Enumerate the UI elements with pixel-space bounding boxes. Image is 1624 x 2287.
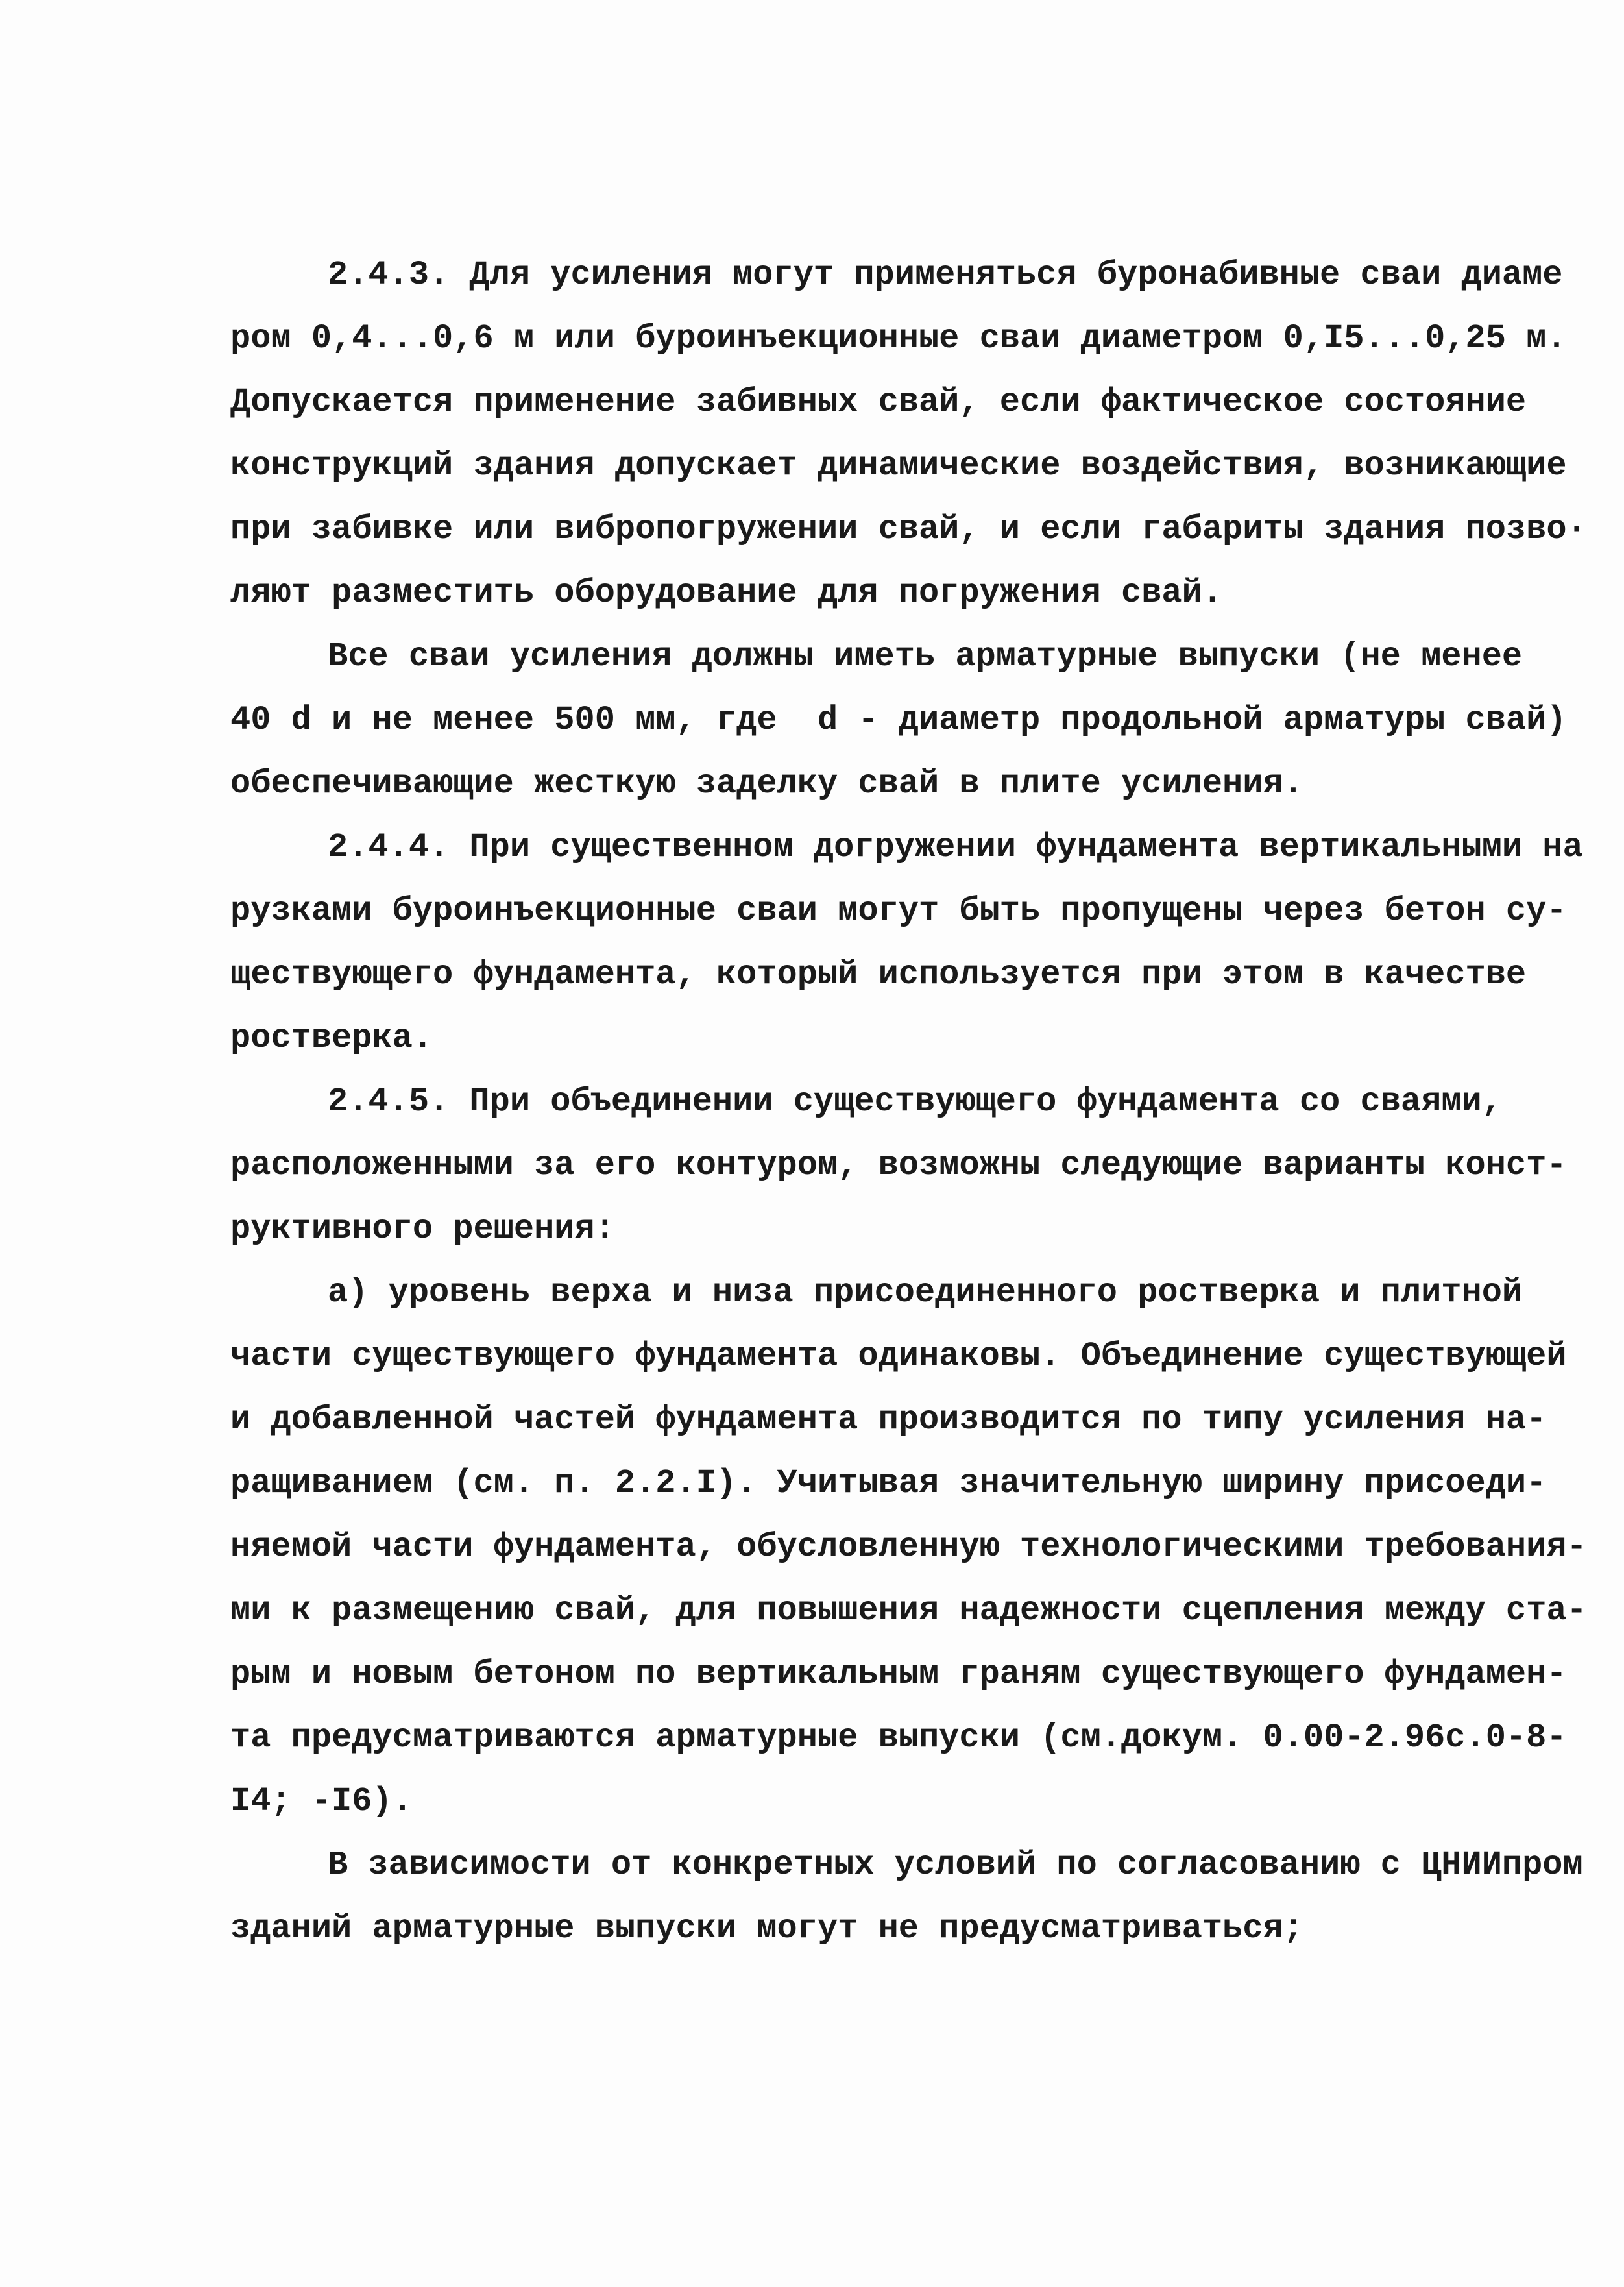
paragraph-line: ращиванием (см. п. 2.2.I). Учитывая значительную ширину присоеди-	[230, 1464, 1547, 1502]
paragraph-line: руктивного решения:	[230, 1210, 615, 1248]
paragraph-line: ществующего фундамента, который используется при этом в качестве	[230, 955, 1527, 994]
paragraph-line: ростверка.	[230, 1019, 433, 1057]
paragraph-line: I4; -I6).	[230, 1782, 413, 1820]
paragraph-line: 2.4.4. При существенном догружении фундамента вертикальными на	[328, 828, 1583, 866]
paragraph-line: та предусматриваются арматурные выпуски (см.докум. 0.00-2.96с.0-8-	[230, 1718, 1567, 1757]
paragraph-line: 2.4.5. При объединении существующего фундамента со сваями,	[328, 1082, 1502, 1121]
paragraph-line: конструкций здания допускает динамические воздействия, возникающие	[230, 446, 1567, 485]
paragraph-line: няемой части фундамента, обусловленную технологическими требования-	[230, 1528, 1587, 1566]
paragraph-line: ми к размещению свай, для повышения надежности сцепления между ста-	[230, 1591, 1587, 1630]
paragraph-line: ляют разместить оборудование для погружения свай.	[230, 574, 1223, 612]
paragraph-line: рым и новым бетоном по вертикальным граням существующего фундамен-	[230, 1655, 1567, 1693]
paragraph-line: ром 0,4...0,6 м или буроинъекционные сваи диаметром 0,I5...0,25 м.	[230, 319, 1567, 358]
paragraph-line: Все сваи усиления должны иметь арматурные выпуски (не менее	[328, 637, 1523, 676]
paragraph-line: В зависимости от конкретных условий по согласованию с ЦНИИпром	[328, 1846, 1583, 1884]
paragraph-line: обеспечивающие жесткую заделку свай в плите усиления.	[230, 764, 1303, 803]
paragraph-line: а) уровень верха и низа присоединенного ростверка и плитной	[328, 1273, 1523, 1312]
paragraph-line: зданий арматурные выпуски могут не предусматриваться;	[230, 1909, 1303, 1948]
document-body	[230, 243, 1587, 1961]
paragraph-line: 2.4.3. Для усиления могут применяться буронабивные сваи диаме	[328, 256, 1563, 294]
paragraph-line: при забивке или вибропогружении свай, и если габариты здания позво·	[230, 510, 1587, 548]
paragraph-line: Допускается применение забивных свай, если фактическое состояние	[230, 383, 1527, 421]
paragraph-line: и добавленной частей фундамента производится по типу усиления на-	[230, 1400, 1547, 1439]
paragraph-line: рузками буроинъекционные сваи могут быть пропущены через бетон су-	[230, 892, 1567, 930]
paragraph-line: части существующего фундамента одинаковы. Объединение существующей	[230, 1337, 1567, 1375]
paragraph-line: 40 d и не менее 500 мм, где d - диаметр продольной арматуры свай)	[230, 701, 1567, 739]
paragraph-line: расположенными за его контуром, возможны следующие варианты конст-	[230, 1146, 1567, 1184]
